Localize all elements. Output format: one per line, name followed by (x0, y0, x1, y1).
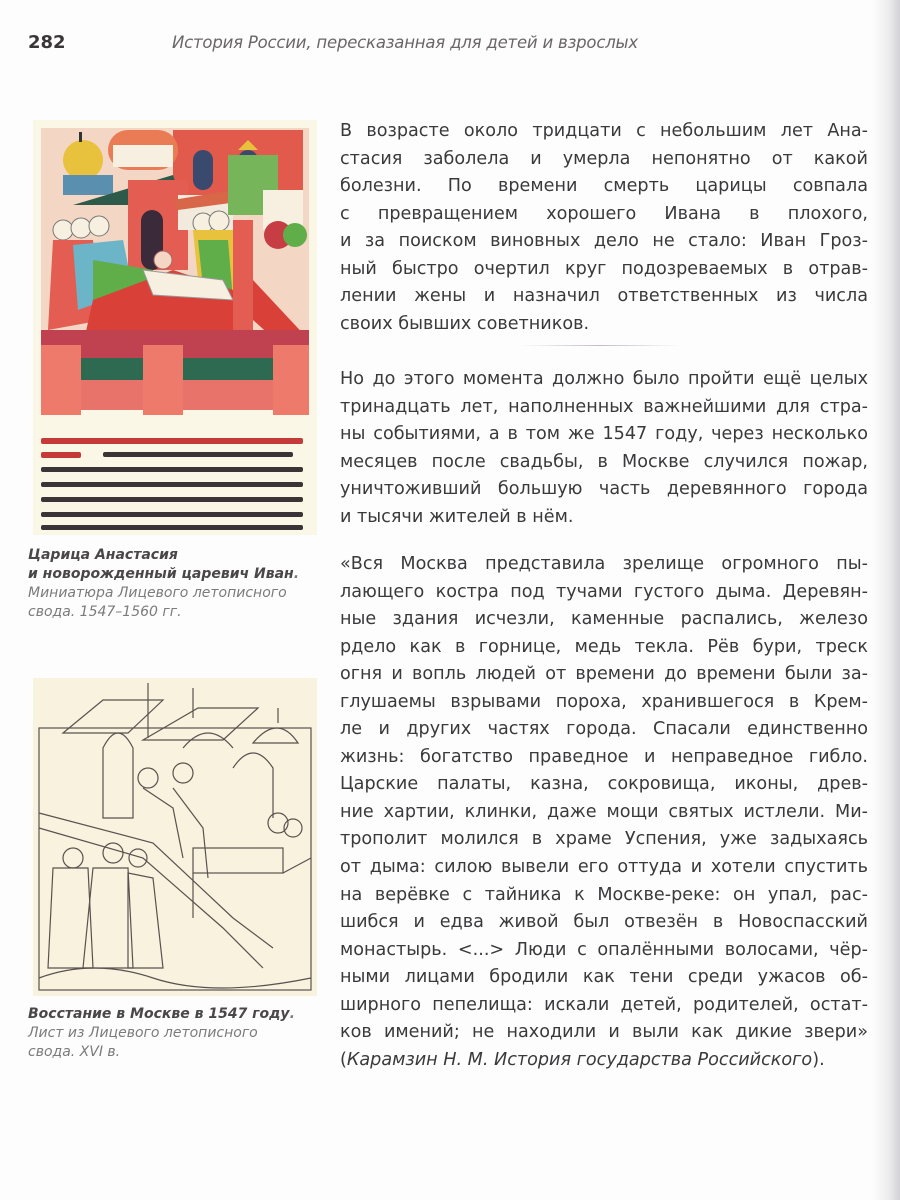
text-line: ный быстро очертил круг подозреваемых в отрав- (340, 258, 868, 279)
text-line: уничтоживший большую часть деревянного города (340, 479, 868, 500)
text-line: глушаемы взрывами пороха, хранившегося в Крем- (340, 691, 868, 712)
page-gutter-shadow (872, 0, 900, 1200)
text-line: Но до этого момента должно было пройти ещё целых (340, 369, 868, 389)
text-line: ле и других частях города. Спасали единственно (340, 719, 868, 740)
text-line: монастырь. <...> Люди с опалёнными волосами, чёр- (340, 939, 868, 960)
caption-description: Лист из Лицевого летописного свода. XVI в. (28, 1025, 258, 1060)
text-line: В возрасте около тридцати с небольшим лет Ана- (340, 121, 868, 141)
text-line: «Вся Москва представила зрелище огромного пы- (340, 554, 868, 574)
caption-description: Миниатюра Лицевого летописного свода. 1547–1560 гг. (28, 585, 287, 620)
miniature-illustration (33, 120, 317, 535)
text-line: шибся и едва живой был отвезён в Новоспасский (340, 912, 868, 933)
caption-title: Царица Анастасия и новорожденный царевич Иван. (28, 547, 300, 582)
text-line: лении жены и назначил ответственных из числа (340, 286, 868, 307)
figure-caption-1 (28, 546, 318, 622)
caption-title: Восстание в Москве в 1547 году. (28, 1006, 295, 1022)
running-header (0, 32, 900, 62)
line-drawing-illustration (33, 678, 317, 996)
text-line: трополит молился в храме Успения, уже задыхаясь (340, 829, 868, 850)
page-number: 282 (28, 32, 66, 53)
text-line: ными лицами бродили как тени среди ужасов об- (340, 967, 868, 988)
miniature-anastasia-icon (33, 120, 317, 535)
uprising-drawing-icon (33, 678, 317, 996)
paragraph-moscow-fire (340, 366, 868, 531)
text-line: своих бывших советников. (340, 313, 590, 334)
figure-caption-2 (28, 1005, 318, 1062)
text-line: и за поиском виновных дело не стало: Иван Гроз- (340, 231, 868, 252)
text-line: с превращением хорошего Ивана в плохого, (340, 203, 868, 224)
text-line: месяцев после свадьбы, в Москве случился пожар, (340, 451, 868, 472)
text-line: стасия заболела и умерла непонятно от какой (340, 148, 868, 169)
text-line: и тысячи жителей в нём. (340, 506, 574, 527)
text-line: огня и вопль людей от времени до времени были за- (340, 664, 868, 685)
book-title: История России, пересказанная для детей и взрослых (172, 33, 638, 52)
citation: (Карамзин Н. М. История государства Российского). (340, 1049, 825, 1070)
paragraph-anastasia-death (340, 118, 868, 338)
text-line: от дыма: силою вывели его оттуда и хотели спустить (340, 857, 868, 878)
text-line: ков имений; не находили и выли как дикие звери» (340, 1022, 868, 1043)
text-line: ширного пепелища: искали детей, родителей, остат- (340, 994, 868, 1015)
text-line: жизнь: богатство праведное и неправедное гибло. (340, 746, 868, 767)
faint-divider (520, 345, 680, 346)
text-line: тринадцать лет, наполненных важнейшими для стра- (340, 396, 868, 417)
text-line: Царские палаты, казна, сокровища, иконы, древ- (340, 774, 868, 795)
text-line: лающего костра под тучами густого дыма. Деревян- (340, 581, 868, 602)
text-line: ние хартии, клинки, даже мощи святых истлели. Ми- (340, 801, 868, 822)
citation-source: Карамзин Н. М. История государства Российского (346, 1049, 813, 1070)
text-line: болезни. По времени смерть царицы совпала (340, 176, 868, 197)
text-line: на верёвке с тайника к Москве-реке: он упал, рас- (340, 884, 868, 905)
text-line: рдело как в горнице, медь текла. Рёв бури, треск (340, 636, 868, 657)
text-line: ные здания исчезли, каменные распались, железо (340, 609, 868, 630)
karamzin-quote (340, 551, 868, 1074)
text-line: ны событиями, а в том же 1547 году, через несколько (340, 424, 868, 445)
